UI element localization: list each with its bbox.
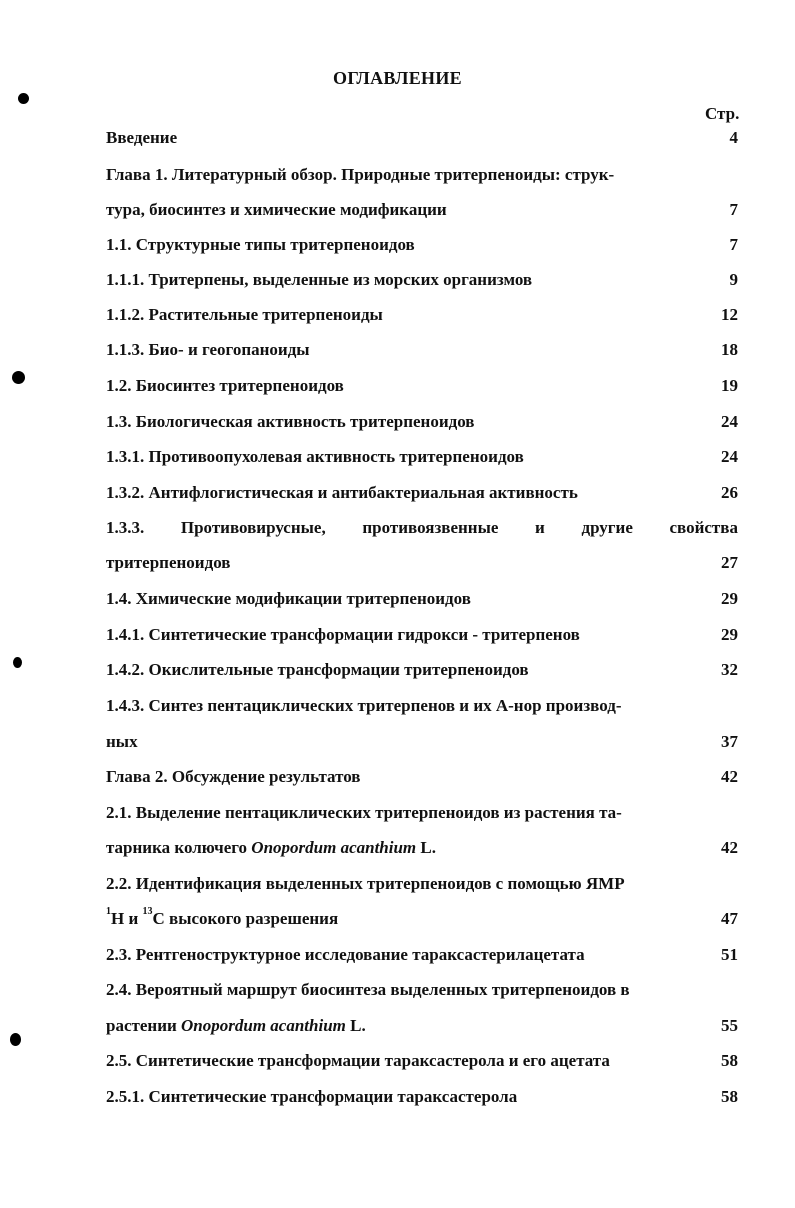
toc-entry-page: 9 (729, 270, 738, 289)
word: другие (581, 518, 633, 537)
toc-entry-title-line1: Глава 1. Литературный обзор. Природные тритерпеноиды: струк- (106, 165, 615, 184)
toc-entry (106, 376, 738, 402)
toc-entry-page: 26 (721, 483, 738, 502)
toc-entry-title-line2: тритерпеноидов (106, 553, 231, 572)
toc-entry-title-line1-justified (106, 518, 738, 538)
toc-entry-page: 42 (721, 767, 738, 786)
toc-entry (106, 305, 738, 331)
toc-entry (106, 518, 738, 544)
toc-entry-title-line2: ных (106, 732, 138, 751)
toc-entry-title: 2.3. Рентгеноструктурное исследование тараксастерилацетата (106, 945, 585, 964)
toc-entry-title: 1.1.3. Био- и геогопаноиды (106, 340, 310, 359)
toc-entry (106, 732, 738, 758)
toc-entry-page: 4 (729, 128, 738, 147)
text-part: С высокого разрешения (152, 909, 339, 928)
page-title: ОГЛАВЛЕНИЕ (333, 68, 462, 88)
toc-entry-title: 1.3.1. Противоопухолевая активность тритерпеноидов (106, 447, 524, 466)
toc-entry-title: 1.2. Биосинтез тритерпеноидов (106, 376, 344, 395)
toc-entry (106, 767, 738, 793)
superscript: 1 (106, 906, 111, 917)
text-part: растении (106, 1016, 182, 1035)
toc-entry (106, 200, 738, 226)
toc-entry-page: 12 (721, 305, 738, 324)
text-part: L. (345, 1016, 366, 1035)
toc-entry (106, 838, 738, 864)
toc-entry (106, 483, 738, 509)
toc-entry-title-line2: тура, биосинтез и химические модификации (106, 200, 447, 219)
toc-entry-page: 55 (721, 1016, 738, 1035)
toc-entry-title: 1.3. Биологическая активность тритерпеноидов (106, 412, 475, 431)
toc-entry-page: 18 (721, 340, 738, 359)
toc-entry-page: 47 (721, 909, 738, 928)
toc-entry-title: 1.4.1. Синтетические трансформации гидрокси - тритерпенов (106, 625, 580, 644)
toc-entry-title: 1.1.1. Тритерпены, выделенные из морских организмов (106, 270, 533, 289)
toc-entry (106, 1087, 738, 1113)
toc-entry-title-line2 (106, 1016, 366, 1036)
toc-entry-title: 1.1.2. Растительные тритерпеноиды (106, 305, 383, 324)
toc-entry-title: 1.3.2. Антифлогистическая и антибактериальная активность (106, 483, 578, 502)
toc-entry-page: 24 (721, 447, 738, 466)
margin-dot-3 (13, 657, 22, 668)
margin-dot-2 (12, 371, 25, 384)
toc-entry-page: 32 (721, 660, 738, 679)
word: и (535, 518, 545, 537)
toc-entry-page: 29 (721, 589, 738, 608)
toc-entry-title: 2.5.1. Синтетические трансформации тараксастерола (106, 1087, 518, 1106)
margin-dot-1 (18, 93, 29, 104)
toc-entry-page: 24 (721, 412, 738, 431)
toc-entry-title-line1: 2.2. Идентификация выделенных тритерпеноидов с помощью ЯМР (106, 874, 625, 893)
toc-entry-page: 58 (721, 1051, 738, 1070)
toc-entry (106, 270, 738, 296)
toc-entry (106, 235, 738, 261)
toc-entry-title: 1.4.2. Окислительные трансформации тритерпеноидов (106, 660, 529, 679)
text-part: Н и (111, 909, 143, 928)
superscript: 13 (142, 906, 153, 917)
toc-entry (106, 165, 738, 191)
toc-entry (106, 874, 738, 900)
toc-entry-page: 29 (721, 625, 738, 644)
toc-entry (106, 553, 738, 579)
species-name: Onopordum acanthium (251, 838, 417, 857)
text-part: тарника колючего (106, 838, 252, 857)
toc-entry-title-line1: 2.4. Вероятный маршрут биосинтеза выделенных тритерпеноидов в (106, 980, 630, 999)
toc-entry (106, 696, 738, 722)
toc-entry (106, 1016, 738, 1042)
word: 1.3.3. (106, 518, 145, 537)
toc-entry-page: 7 (729, 235, 738, 254)
toc-entry (106, 589, 738, 615)
text-part: L. (416, 838, 436, 857)
toc-entry (106, 660, 738, 686)
toc-entry-title: Глава 2. Обсуждение результатов (106, 767, 361, 786)
toc-entry-title: 2.5. Синтетические трансформации тараксастерола и его ацетата (106, 1051, 610, 1070)
toc-entry-page: 7 (729, 200, 738, 219)
toc-entry-page: 58 (721, 1087, 738, 1106)
toc-entry (106, 906, 738, 935)
toc-entry-page: 27 (721, 553, 738, 572)
toc-entry-page: 42 (721, 838, 738, 857)
toc-entry (106, 412, 738, 438)
toc-entry (106, 1051, 738, 1077)
toc-entry (106, 340, 738, 366)
word: свойства (669, 518, 738, 537)
toc-entry (106, 980, 738, 1006)
toc-entry (106, 803, 738, 829)
word: противоязвенные (362, 518, 499, 537)
toc-entry-page: 19 (721, 376, 738, 395)
toc-entry-title-line2 (106, 906, 339, 929)
toc-entry-title: 1.1. Структурные типы тритерпеноидов (106, 235, 415, 254)
toc-entry-title-line1: 2.1. Выделение пентациклических тритерпеноидов из растения та- (106, 803, 622, 822)
toc-entry (106, 945, 738, 971)
toc-entry-title-line1: 1.4.3. Синтез пентациклических тритерпенов и их А-нор производ- (106, 696, 622, 715)
toc-entry-title: Введение (106, 128, 178, 147)
toc-entry-page: 37 (721, 732, 738, 751)
word: Противовирусные, (180, 518, 326, 537)
toc-entry-title-line2 (106, 838, 436, 858)
page-column-header: Стр. (705, 104, 740, 123)
toc-entry-page: 51 (721, 945, 738, 964)
toc-entry-title: 1.4. Химические модификации тритерпеноидов (106, 589, 471, 608)
toc-entry (106, 447, 738, 473)
toc-entry (106, 128, 738, 154)
toc-entry (106, 625, 738, 651)
margin-dot-4 (10, 1033, 21, 1046)
species-name: Onopordum acanthium (181, 1016, 346, 1035)
